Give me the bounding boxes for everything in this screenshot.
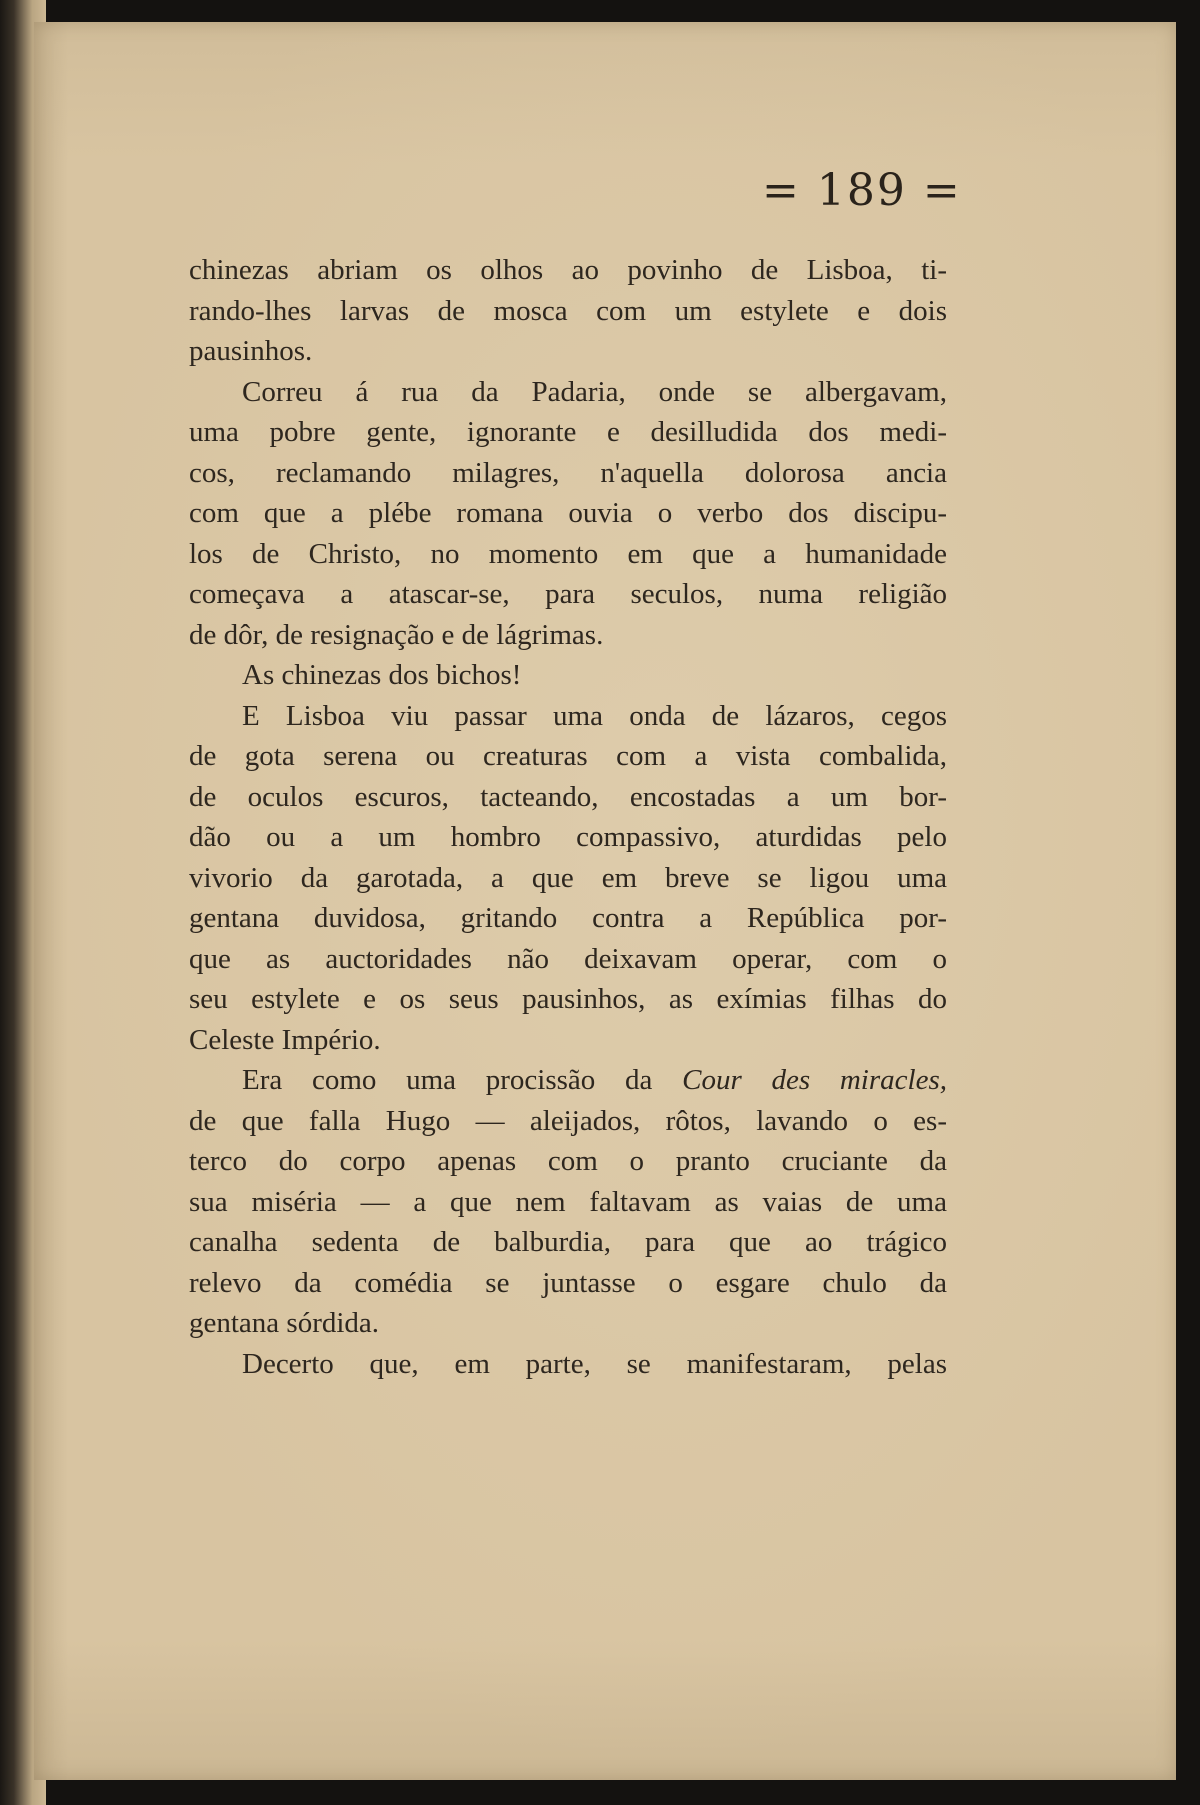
text-line-content: E Lisboa viu passar uma onda de lázaros, cegos [242, 699, 947, 732]
italic-phrase: Cour des miracles, [682, 1064, 947, 1096]
text-line-content: relevo da comédia se juntasse o esgare chulo da [189, 1266, 947, 1299]
text-line [189, 412, 947, 453]
text-line [189, 817, 947, 858]
text-line [189, 331, 947, 372]
text-line-content: Celeste Império. [189, 1023, 381, 1056]
text-line [189, 939, 947, 980]
text-line [189, 1222, 947, 1263]
text-line [189, 1020, 947, 1061]
body-text [189, 250, 947, 1384]
text-line-content: dão ou a um hombro compassivo, aturdidas pelo [189, 821, 947, 853]
text-line [189, 574, 947, 615]
text-line-content: cos, reclamando milagres, n'aquella dolorosa ancia [189, 456, 947, 489]
text-line-content: que as auctoridades não deixavam operar, com o [189, 942, 947, 975]
text-line-content: com que a plébe romana ouvia o verbo dos discipu- [189, 497, 947, 529]
text-line [189, 898, 947, 939]
text-line-content: Era como uma procissão da [242, 1064, 683, 1096]
text-line [189, 1101, 947, 1142]
text-line [189, 493, 947, 534]
text-line [189, 1141, 947, 1182]
text-line-content: de oculos escuros, tacteando, encostadas a um bor- [189, 780, 947, 813]
text-line-content: de dôr, de resignação e de lágrimas. [189, 618, 604, 651]
text-line [189, 1303, 947, 1344]
text-line [189, 291, 947, 332]
text-line [189, 534, 947, 575]
text-line-content: sua miséria — a que nem faltavam as vaias de uma [189, 1185, 947, 1218]
text-line-content: gentana sórdida. [189, 1307, 380, 1339]
text-line [189, 1060, 947, 1101]
text-line-content: começava a atascar-se, para seculos, numa religião [189, 578, 947, 610]
text-line-content: vivorio da garotada, a que em breve se ligou uma [189, 861, 947, 894]
text-line-content: terco do corpo apenas com o pranto cruciante da [189, 1145, 947, 1177]
text-line [189, 696, 947, 737]
text-line [189, 979, 947, 1020]
text-line-content: uma pobre gente, ignorante e desilludida dos medi- [189, 416, 947, 448]
text-line-content: Decerto que, em parte, se manifestaram, pelas [242, 1347, 947, 1380]
text-line [189, 615, 947, 656]
text-line-content: rando-lhes larvas de mosca com um estylete e dois [189, 294, 947, 327]
text-line [189, 736, 947, 777]
text-line [189, 372, 947, 413]
text-line-content: de gota serena ou creaturas com a vista combalida, [189, 740, 947, 772]
text-line-content: de que falla Hugo — aleijados, rôtos, lavando o es- [189, 1104, 947, 1137]
text-line-content: seu estylete e os seus pausinhos, as exímias filhas do [189, 983, 947, 1015]
text-line [189, 1263, 947, 1304]
text-line [189, 1344, 947, 1385]
text-line [189, 655, 947, 696]
text-line [189, 858, 947, 899]
text-line-content: Correu á rua da Padaria, onde se albergavam, [242, 375, 947, 408]
text-line-content: canalha sedenta de balburdia, para que ao trágico [189, 1226, 947, 1258]
text-line-content: As chinezas dos bichos! [242, 659, 522, 691]
text-line-content: chinezas abriam os olhos ao povinho de Lisboa, ti- [189, 254, 947, 286]
page-number: = 189 = [762, 165, 962, 216]
text-line-content: los de Christo, no momento em que a humanidade [189, 537, 947, 570]
text-line-content: pausinhos. [189, 335, 313, 367]
text-line [189, 1182, 947, 1223]
text-line-content: gentana duvidosa, gritando contra a República por- [189, 902, 947, 934]
text-line [189, 250, 947, 291]
text-line [189, 453, 947, 494]
text-line [189, 777, 947, 818]
